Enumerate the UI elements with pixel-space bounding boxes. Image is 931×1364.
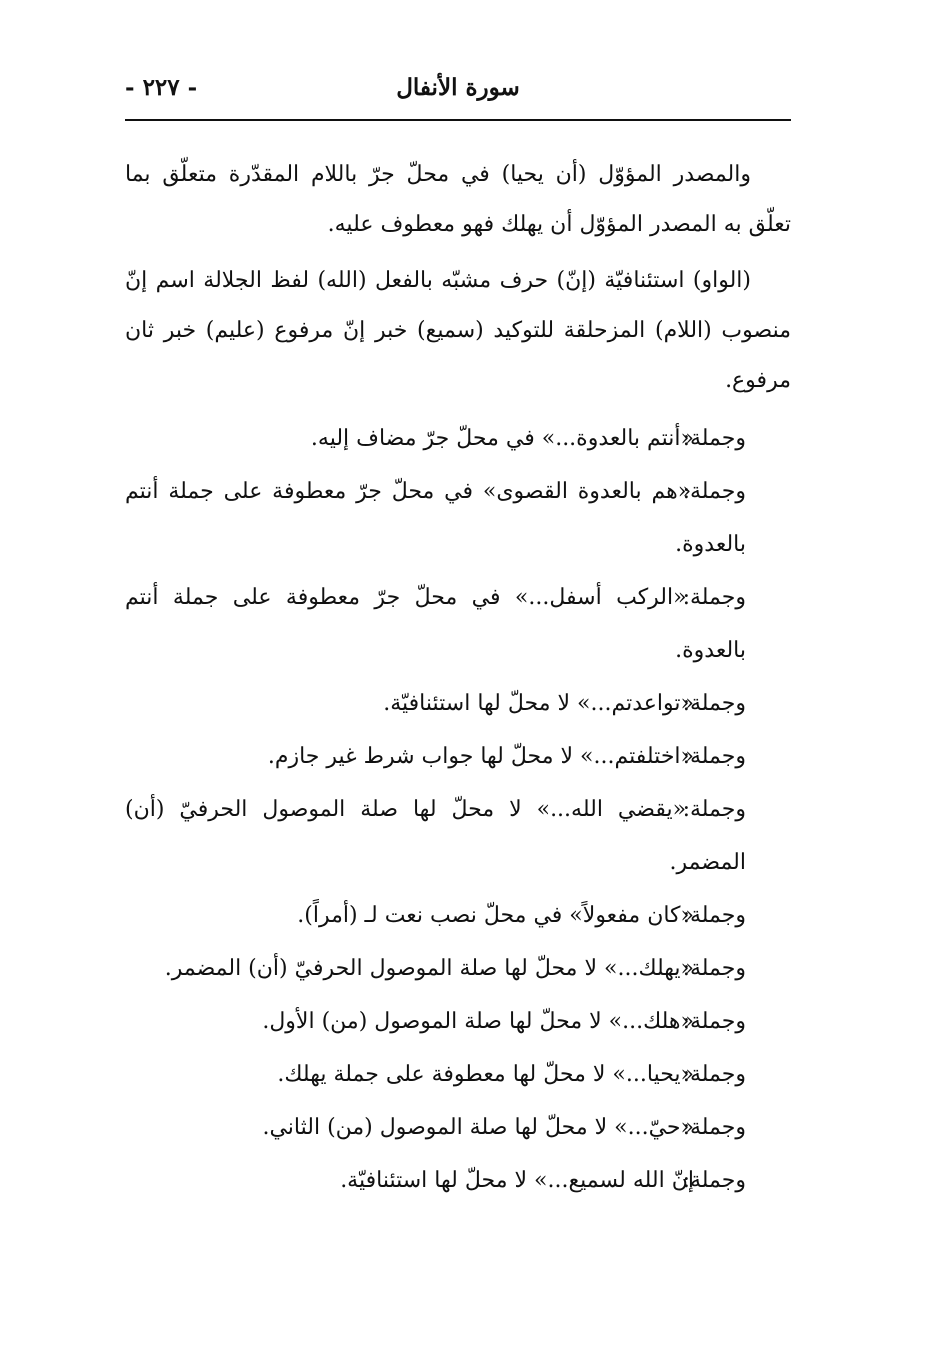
sentence-text: «يحيا...» لا محلّ لها معطوفة على جملة يهلك. — [277, 1062, 694, 1087]
sentence-item — [125, 677, 791, 730]
sentence-label: وجملة: — [682, 479, 746, 504]
sentence-label: وجملة: — [682, 1062, 746, 1087]
sentence-text: «حيّ...» لا محلّ لها صلة الموصول (من) الثاني. — [262, 1115, 694, 1140]
page-number: - ٢٢٧ - — [125, 74, 198, 101]
sentence-label: وجملة: — [682, 797, 746, 822]
sentence-label: وجملة: — [682, 956, 746, 981]
sentence-text: «هلك...» لا محلّ لها صلة الموصول (من) الأول. — [262, 1009, 694, 1034]
sentence-item — [125, 783, 791, 889]
sentence-item — [125, 730, 791, 783]
sentence-item — [125, 995, 791, 1048]
sentence-item — [125, 1048, 791, 1101]
paragraph: (الواو) استئنافيّة (إنّ) حرف مشبّه بالفعل (الله) لفظ الجلالة اسم إنّ منصوب (اللام) المزحلقة للتوكيد (سميع) خبر إنّ مرفوع (عليم) خبر ثان مرفوع. — [125, 268, 791, 393]
sentence-label: وجملة: — [682, 585, 746, 610]
sentence-text: «أنتم بالعدوة...» في محلّ جرّ مضاف إليه. — [310, 426, 694, 451]
sentence-text: «يهلك...» لا محلّ لها صلة الموصول الحرفيّ (أن) المضمر. — [164, 956, 694, 981]
sentence-text: «اختلفتم...» لا محلّ لها جواب شرط غير جازم. — [267, 744, 694, 769]
sentence-label: وجملة: — [682, 691, 746, 716]
sentence-item — [125, 1154, 791, 1207]
sentence-item — [125, 412, 791, 465]
sentence-label: وجملة: — [682, 1009, 746, 1034]
sentence-label: وجملة: — [682, 426, 746, 451]
sentence-text: «تواعدتم...» لا محلّ لها استئنافيّة. — [383, 691, 694, 716]
sentence-label: وجملة: — [682, 1168, 746, 1193]
sentence-item — [125, 571, 791, 677]
header-rule — [125, 119, 791, 121]
sentence-item — [125, 942, 791, 995]
sentence-label: وجملة: — [682, 1115, 746, 1140]
sentence-label: وجملة: — [682, 744, 746, 769]
sentence-text: «الركب أسفل...» في محلّ جرّ معطوفة على جملة أنتم بالعدوة. — [125, 585, 746, 663]
sentence-text: إنّ الله لسميع...» لا محلّ لها استئنافيّة. — [340, 1168, 694, 1193]
sentence-item — [125, 889, 791, 942]
sentence-text: «يقضي الله...» لا محلّ لها صلة الموصول الحرفيّ (أن) المضمر. — [125, 797, 746, 875]
page-header — [125, 70, 791, 120]
paragraph: والمصدر المؤوّل (أن يحيا) في محلّ جرّ باللام المقدّرة متعلّق بما تعلّق به المصدر المؤوّل أن يهلك فهو معطوف عليه. — [125, 162, 791, 237]
sentence-label: وجملة: — [682, 903, 746, 928]
sentence-item — [125, 465, 791, 571]
sentence-item — [125, 1101, 791, 1154]
sentence-text: «كان مفعولاً» في محلّ نصب نعت لـ (أمراً). — [297, 903, 694, 928]
sentence-text: «هم بالعدوة القصوى» في محلّ جرّ معطوفة على جملة أنتم بالعدوة. — [125, 479, 746, 557]
page-body — [125, 150, 791, 1207]
surah-title: سورة الأنفال — [396, 74, 520, 101]
